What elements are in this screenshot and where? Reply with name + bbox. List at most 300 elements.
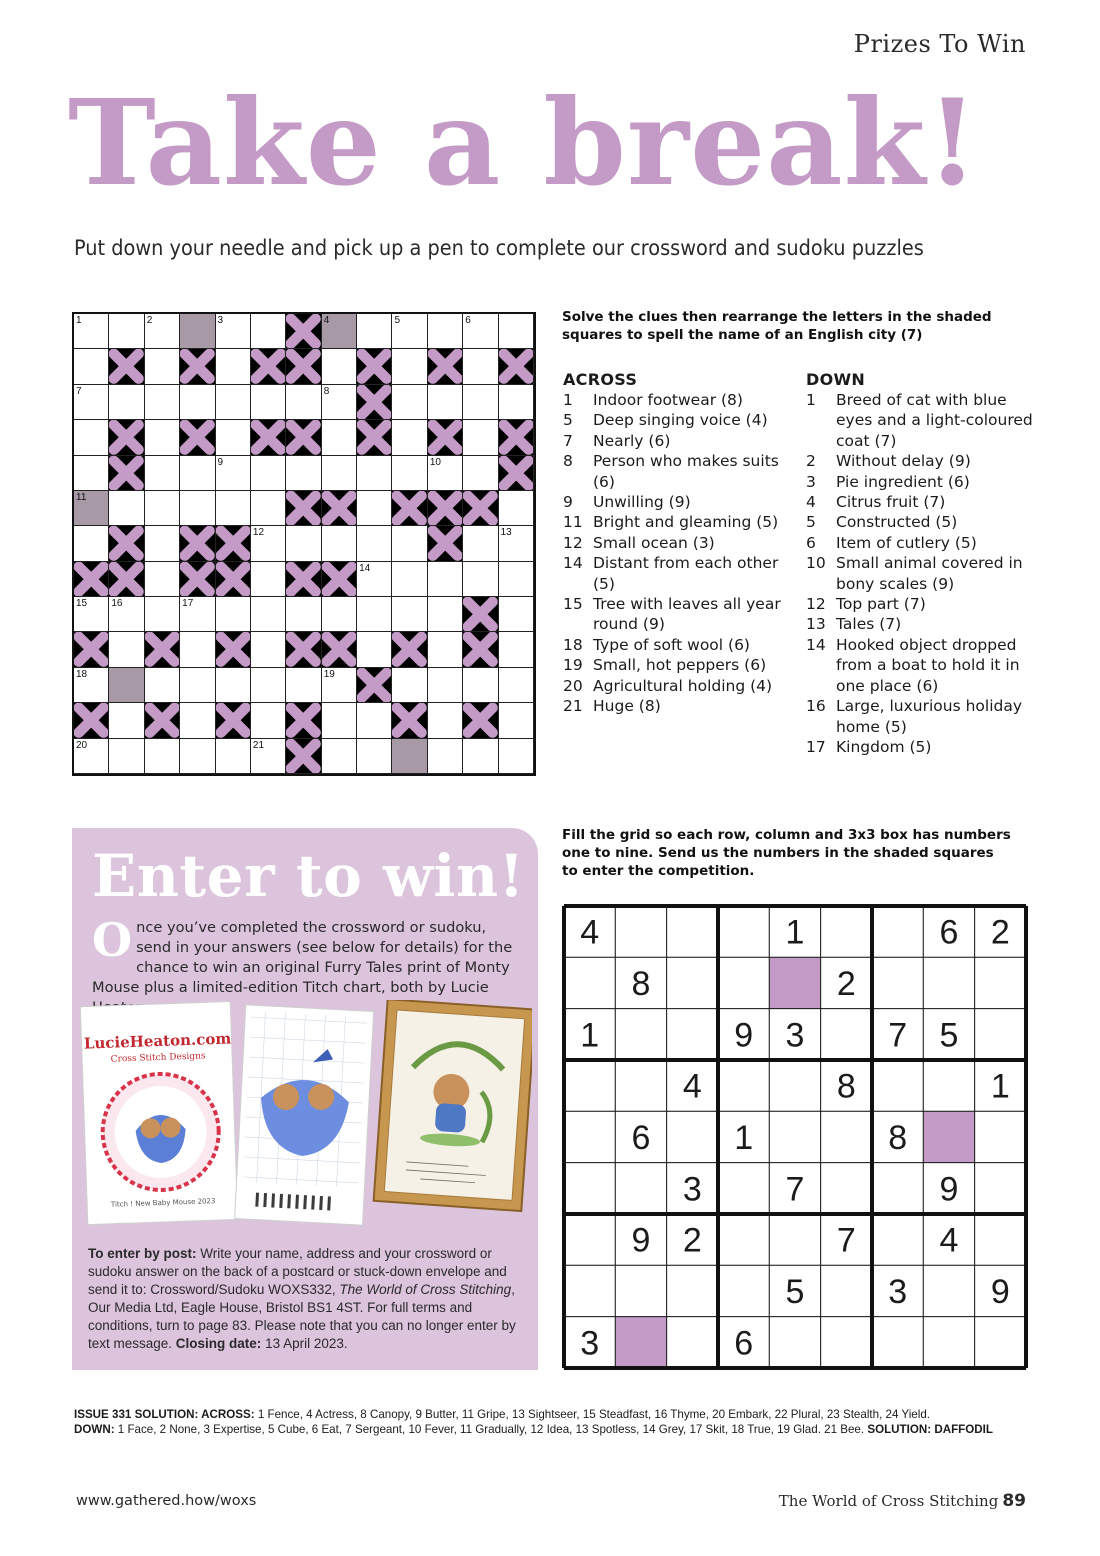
clue-number: 15 xyxy=(76,598,88,610)
sudoku-cell[interactable] xyxy=(821,906,872,957)
clue-num: 7 xyxy=(563,431,573,450)
crossword-cell[interactable] xyxy=(392,349,427,384)
crossword-cell[interactable] xyxy=(145,739,180,774)
clue-num: 5 xyxy=(563,411,573,430)
crossword-cell[interactable] xyxy=(286,526,321,561)
clue-number: 5 xyxy=(394,315,401,326)
clue-num: 9 xyxy=(563,493,573,512)
crossword-cell[interactable] xyxy=(286,385,321,420)
clue-num: 1 xyxy=(806,391,816,409)
sudoku-cell[interactable] xyxy=(821,1009,872,1060)
sudoku-cell[interactable] xyxy=(872,957,923,1008)
sudoku-cell[interactable] xyxy=(615,1163,666,1214)
sudoku-cell[interactable] xyxy=(718,1214,769,1265)
post-label: To enter by post: xyxy=(88,1246,197,1261)
sudoku-cell[interactable] xyxy=(769,1060,820,1111)
crossword-cell[interactable] xyxy=(463,456,498,491)
crossword-cell[interactable] xyxy=(145,668,180,703)
sudoku-cell[interactable] xyxy=(975,957,1026,1008)
entry-instructions xyxy=(88,1245,528,1353)
clue-num: 15 xyxy=(563,595,583,614)
crossword-cell[interactable] xyxy=(74,597,109,632)
clue-text: Tales (7) xyxy=(836,615,902,634)
clue-number: 16 xyxy=(111,598,123,610)
crossword-block xyxy=(463,703,498,738)
crossword-cell[interactable] xyxy=(428,456,463,491)
crossword-cell[interactable] xyxy=(463,385,498,420)
sudoku-cell[interactable] xyxy=(718,1060,769,1111)
crossword-block xyxy=(463,632,498,667)
clue-row xyxy=(806,512,1046,532)
crossword-block xyxy=(286,562,321,597)
sudoku-cell[interactable] xyxy=(821,1265,872,1316)
crossword-cell[interactable] xyxy=(74,420,109,455)
crossword-cell[interactable] xyxy=(322,668,357,703)
crossword-cell[interactable] xyxy=(251,314,286,349)
sudoku-cell[interactable] xyxy=(615,1060,666,1111)
crossword-cell[interactable] xyxy=(322,420,357,455)
clue-number: 1 xyxy=(76,315,82,326)
crossword-cell[interactable] xyxy=(145,420,180,455)
crossword-cell[interactable] xyxy=(428,562,463,597)
crossword-block xyxy=(286,349,321,384)
clue-text: Agricultural holding (4) xyxy=(593,676,773,695)
clue-num: 1 xyxy=(563,391,573,409)
crossword-cell[interactable] xyxy=(357,314,392,349)
crossword-cell[interactable] xyxy=(251,739,286,774)
sudoku-cell[interactable] xyxy=(975,1163,1026,1214)
crossword-cell[interactable] xyxy=(145,349,180,384)
sudoku-given: 6 xyxy=(734,1324,754,1363)
crossword-cell[interactable] xyxy=(74,349,109,384)
crossword-cell[interactable] xyxy=(392,668,427,703)
crossword-block xyxy=(428,349,463,384)
clue-num: 18 xyxy=(563,635,583,654)
crossword-cell[interactable] xyxy=(216,597,251,632)
chart-card-image xyxy=(80,1001,238,1224)
sudoku-shaded-cell[interactable] xyxy=(769,957,820,1008)
sudoku-given: 4 xyxy=(939,1221,959,1260)
clue-row xyxy=(806,451,1046,471)
clue-number: 3 xyxy=(217,315,224,326)
crossword-shaded-cell[interactable] xyxy=(392,739,427,774)
crossword-cell[interactable] xyxy=(180,456,215,491)
clue-number: 18 xyxy=(76,668,88,680)
crossword-cell[interactable] xyxy=(357,562,392,597)
sudoku-instructions: Fill the grid so each row, column and 3x3 box has numbers one to nine. Send us the numbers in the shaded squares to enter the competition. xyxy=(562,827,1011,879)
clue-row xyxy=(563,676,783,696)
crossword-cell[interactable] xyxy=(145,491,180,526)
clue-num: 20 xyxy=(563,676,583,695)
section-label: Prizes To Win xyxy=(853,30,1026,58)
crossword-cell[interactable] xyxy=(357,526,392,561)
sudoku-cell[interactable] xyxy=(718,1163,769,1214)
prize-images xyxy=(80,1000,532,1232)
clue-number: 4 xyxy=(323,315,330,326)
sudoku-cell[interactable] xyxy=(872,1163,923,1214)
crossword-block xyxy=(145,632,180,667)
solution-across: 1 Fence, 4 Actress, 8 Canopy, 9 Butter, 11 Gripe, 13 Sightseer, 15 Steadfast, 16 Thyme, 20 Embark, 22 Plural, 23 Stealth, 24 Yield. xyxy=(254,1408,930,1421)
down-clues xyxy=(806,370,1046,757)
clue-text: Small, hot peppers (6) xyxy=(593,656,767,675)
crossword-cell[interactable] xyxy=(463,562,498,597)
post-text: Write your name, address and your crossword or sudoku answer on the back of a postcard or stuck-down envelope and send it to: Crossword/Sudoku WOXS332, xyxy=(88,1246,507,1297)
crossword-cell[interactable] xyxy=(322,349,357,384)
crossword-cell[interactable] xyxy=(145,314,180,349)
crossword-cell[interactable] xyxy=(499,314,534,349)
crossword-cell[interactable] xyxy=(251,526,286,561)
clue-row xyxy=(806,390,1046,451)
clue-text: Pie ingredient (6) xyxy=(836,472,970,491)
crossword-cell[interactable] xyxy=(109,632,144,667)
clue-row xyxy=(563,594,783,635)
crossword-cell[interactable] xyxy=(357,632,392,667)
previous-solution xyxy=(74,1408,1034,1437)
crossword-cell[interactable] xyxy=(428,385,463,420)
sudoku-cell[interactable] xyxy=(667,1317,718,1368)
crossword-block xyxy=(180,349,215,384)
crossword-cell[interactable] xyxy=(322,597,357,632)
crossword-block xyxy=(357,420,392,455)
clue-row xyxy=(806,737,1046,757)
crossword-cell[interactable] xyxy=(286,456,321,491)
crossword-block xyxy=(428,526,463,561)
clue-text: Item of cutlery (5) xyxy=(836,533,977,552)
crossword-cell[interactable] xyxy=(322,456,357,491)
clue-num: 12 xyxy=(806,595,826,614)
crossword-cell[interactable] xyxy=(74,385,109,420)
drop-cap: O xyxy=(92,913,133,967)
crossword-cell[interactable] xyxy=(216,456,251,491)
sudoku-cell[interactable] xyxy=(923,1317,974,1368)
crossword-cell[interactable] xyxy=(74,668,109,703)
crossword-block xyxy=(499,349,534,384)
sudoku-cell[interactable] xyxy=(718,957,769,1008)
crossword-cell[interactable] xyxy=(251,562,286,597)
crossword-shaded-cell[interactable] xyxy=(180,314,215,349)
crossword-cell[interactable] xyxy=(463,526,498,561)
crossword-cell[interactable] xyxy=(286,668,321,703)
sudoku-cell[interactable] xyxy=(872,1060,923,1111)
sudoku-cell[interactable] xyxy=(975,1009,1026,1060)
clue-number: 21 xyxy=(252,739,265,751)
crossword-grid xyxy=(72,312,536,776)
crossword-cell[interactable] xyxy=(251,456,286,491)
crossword-cell[interactable] xyxy=(109,491,144,526)
crossword-cell[interactable] xyxy=(216,349,251,384)
clue-num: 6 xyxy=(806,533,816,552)
chart-logo-sub: Cross Stitch Designs xyxy=(110,1051,206,1065)
crossword-cell[interactable] xyxy=(145,562,180,597)
crossword-cell[interactable] xyxy=(145,385,180,420)
crossword-cell[interactable] xyxy=(428,597,463,632)
sudoku-shaded-cell[interactable] xyxy=(615,1317,666,1368)
crossword-cell[interactable] xyxy=(322,385,357,420)
crossword-cell[interactable] xyxy=(499,597,534,632)
crossword-cell[interactable] xyxy=(180,597,215,632)
closing-date: 13 April 2023. xyxy=(261,1336,348,1351)
footer-url: www.gathered.how/woxs xyxy=(76,1493,257,1509)
crossword-block xyxy=(286,314,321,349)
sudoku-cell[interactable] xyxy=(615,906,666,957)
crossword-cell[interactable] xyxy=(251,597,286,632)
crossword-block xyxy=(216,703,251,738)
sudoku-given: 3 xyxy=(888,1273,908,1311)
crossword-block xyxy=(109,526,144,561)
crossword-cell[interactable] xyxy=(109,314,144,349)
sudoku-cell[interactable] xyxy=(667,906,718,957)
crossword-instructions: Solve the clues then rearrange the letters in the shaded squares to spell the name of an English city (7) xyxy=(562,309,992,343)
clue-text: Kingdom (5) xyxy=(836,737,932,756)
clue-num: 21 xyxy=(563,697,583,716)
crossword-cell[interactable] xyxy=(499,632,534,667)
sudoku-given: 2 xyxy=(682,1221,702,1260)
crossword-cell[interactable] xyxy=(251,703,286,738)
sudoku-given: 7 xyxy=(888,1016,908,1055)
crossword-cell[interactable] xyxy=(357,491,392,526)
crossword-cell[interactable] xyxy=(180,668,215,703)
sudoku-given: 7 xyxy=(785,1170,805,1209)
post-note: Please note that you can no longer enter by text message. xyxy=(88,1318,516,1351)
clue-number: 17 xyxy=(182,598,194,610)
crossword-cell[interactable] xyxy=(322,526,357,561)
crossword-cell[interactable] xyxy=(216,314,251,349)
sudoku-cell[interactable] xyxy=(564,1111,615,1162)
clue-text: Top part (7) xyxy=(836,595,926,614)
sudoku-given: 1 xyxy=(785,913,805,952)
crossword-cell[interactable] xyxy=(216,668,251,703)
sudoku-shaded-cell[interactable] xyxy=(923,1111,974,1162)
page-number: 89 xyxy=(1002,1491,1026,1511)
crossword-cell[interactable] xyxy=(463,349,498,384)
crossword-cell[interactable] xyxy=(463,739,498,774)
sudoku-given: 8 xyxy=(631,965,651,1003)
crossword-cell[interactable] xyxy=(216,420,251,455)
crossword-cell[interactable] xyxy=(392,385,427,420)
clue-row xyxy=(563,410,783,430)
crossword-cell[interactable] xyxy=(499,668,534,703)
sudoku-cell[interactable] xyxy=(872,906,923,957)
crossword-cell[interactable] xyxy=(357,597,392,632)
crossword-cell[interactable] xyxy=(216,385,251,420)
clue-num: 17 xyxy=(806,737,826,756)
crossword-block xyxy=(392,703,427,738)
crossword-cell[interactable] xyxy=(499,491,534,526)
sudoku-cell[interactable] xyxy=(667,1009,718,1060)
crossword-block xyxy=(216,632,251,667)
page-title: Take a break! xyxy=(68,73,980,212)
crossword-cell[interactable] xyxy=(357,739,392,774)
crossword-cell[interactable] xyxy=(392,562,427,597)
clue-number: 2 xyxy=(146,315,153,326)
sudoku-cell[interactable] xyxy=(667,1265,718,1316)
crossword-cell[interactable] xyxy=(109,739,144,774)
crossword-cell[interactable] xyxy=(286,597,321,632)
crossword-cell[interactable] xyxy=(109,703,144,738)
crossword-cell[interactable] xyxy=(251,632,286,667)
crossword-cell[interactable] xyxy=(180,739,215,774)
sudoku-cell[interactable] xyxy=(821,1163,872,1214)
sudoku-cell[interactable] xyxy=(564,1214,615,1265)
sudoku-cell[interactable] xyxy=(615,1265,666,1316)
sudoku-cell[interactable] xyxy=(821,1317,872,1368)
sudoku-cell[interactable] xyxy=(667,1111,718,1162)
crossword-cell[interactable] xyxy=(74,456,109,491)
sudoku-cell[interactable] xyxy=(821,1111,872,1162)
sudoku-cell[interactable] xyxy=(667,957,718,1008)
crossword-cell[interactable] xyxy=(392,526,427,561)
crossword-cell[interactable] xyxy=(251,385,286,420)
sudoku-cell[interactable] xyxy=(564,1163,615,1214)
crossword-cell[interactable] xyxy=(109,385,144,420)
crossword-cell[interactable] xyxy=(357,703,392,738)
sudoku-cell[interactable] xyxy=(975,1111,1026,1162)
crossword-cell[interactable] xyxy=(499,562,534,597)
sudoku-given: 2 xyxy=(990,913,1010,952)
crossword-cell[interactable] xyxy=(428,314,463,349)
clue-text: Large, luxurious holiday home (5) xyxy=(836,697,1023,736)
crossword-shaded-cell[interactable] xyxy=(322,314,357,349)
crossword-cell[interactable] xyxy=(357,456,392,491)
sudoku-cell[interactable] xyxy=(564,957,615,1008)
crossword-cell[interactable] xyxy=(74,739,109,774)
crossword-block xyxy=(74,703,109,738)
crossword-block xyxy=(499,456,534,491)
crossword-block xyxy=(109,420,144,455)
crossword-cell[interactable] xyxy=(251,491,286,526)
clue-row xyxy=(563,635,783,655)
crossword-cell[interactable] xyxy=(145,456,180,491)
crossword-cell[interactable] xyxy=(216,739,251,774)
crossword-cell[interactable] xyxy=(428,668,463,703)
crossword-cell[interactable] xyxy=(499,385,534,420)
sudoku-given: 1 xyxy=(990,1067,1010,1106)
sudoku-given: 6 xyxy=(939,913,959,952)
sudoku-given: 3 xyxy=(580,1324,600,1363)
crossword-block xyxy=(109,349,144,384)
crossword-block xyxy=(392,632,427,667)
sudoku-cell[interactable] xyxy=(564,1265,615,1316)
crossword-cell[interactable] xyxy=(180,385,215,420)
chart-logo: LucieHeaton.com xyxy=(83,1029,232,1053)
crossword-block xyxy=(216,562,251,597)
crossword-cell[interactable] xyxy=(499,739,534,774)
crossword-shaded-cell[interactable] xyxy=(109,668,144,703)
clue-num: 8 xyxy=(563,452,573,471)
clue-row xyxy=(563,451,783,492)
crossword-block xyxy=(357,385,392,420)
crossword-cell[interactable] xyxy=(180,491,215,526)
sudoku-cell[interactable] xyxy=(718,906,769,957)
solution-word: DAFFODIL xyxy=(934,1422,993,1436)
sudoku-given: 3 xyxy=(785,1016,805,1055)
crossword-cell[interactable] xyxy=(499,526,534,561)
crossword-block xyxy=(392,491,427,526)
crossword-cell[interactable] xyxy=(463,420,498,455)
crossword-cell[interactable] xyxy=(392,456,427,491)
sudoku-given: 2 xyxy=(836,965,856,1003)
sudoku-cell[interactable] xyxy=(975,1214,1026,1265)
crossword-block xyxy=(286,420,321,455)
crossword-cell[interactable] xyxy=(109,597,144,632)
crossword-cell[interactable] xyxy=(251,668,286,703)
crossword-cell[interactable] xyxy=(216,491,251,526)
clue-number: 9 xyxy=(217,456,224,468)
sudoku-cell[interactable] xyxy=(923,1060,974,1111)
clue-num: 16 xyxy=(806,697,826,716)
clue-text: Deep singing voice (4) xyxy=(593,411,768,430)
sudoku-cell[interactable] xyxy=(872,1214,923,1265)
sudoku-given: 1 xyxy=(734,1119,754,1157)
crossword-cell[interactable] xyxy=(180,703,215,738)
sudoku-given: 9 xyxy=(990,1273,1010,1311)
crossword-cell[interactable] xyxy=(392,597,427,632)
crossword-block xyxy=(322,632,357,667)
sudoku-cell[interactable] xyxy=(872,1317,923,1368)
clue-number: 7 xyxy=(76,385,82,397)
clue-number: 12 xyxy=(252,527,265,539)
crossword-cell[interactable] xyxy=(428,739,463,774)
crossword-cell[interactable] xyxy=(145,597,180,632)
sudoku-grid xyxy=(562,904,1028,1370)
sudoku-cell[interactable] xyxy=(615,1009,666,1060)
crossword-cell[interactable] xyxy=(428,703,463,738)
clue-number: 11 xyxy=(76,491,87,503)
clue-row xyxy=(563,696,783,716)
crossword-cell[interactable] xyxy=(499,703,534,738)
crossword-block xyxy=(357,349,392,384)
sudoku-cell[interactable] xyxy=(923,1265,974,1316)
clue-row xyxy=(806,696,1046,737)
crossword-cell[interactable] xyxy=(322,703,357,738)
sudoku-cell[interactable] xyxy=(718,1265,769,1316)
crossword-block xyxy=(109,456,144,491)
clue-row xyxy=(563,431,783,451)
clue-num: 11 xyxy=(563,513,583,532)
sudoku-cell[interactable] xyxy=(564,1060,615,1111)
post-text-2: , Our Media Ltd, Eagle House, Bristol BS1 4ST. For full terms and conditions, turn to page 83. xyxy=(88,1282,515,1333)
clue-text: Bright and gleaming (5) xyxy=(593,513,779,532)
clue-num: 2 xyxy=(806,452,816,471)
clue-text: Huge (8) xyxy=(593,697,661,716)
clue-text: Person who makes suits (6) xyxy=(593,452,779,491)
crossword-cell[interactable] xyxy=(322,739,357,774)
closing-label: Closing date: xyxy=(172,1336,262,1351)
crossword-cell[interactable] xyxy=(463,314,498,349)
crossword-cell[interactable] xyxy=(463,668,498,703)
clue-num: 12 xyxy=(563,533,583,552)
crossword-cell[interactable] xyxy=(74,526,109,561)
sudoku-cell[interactable] xyxy=(769,1111,820,1162)
crossword-block xyxy=(74,562,109,597)
crossword-shaded-cell[interactable] xyxy=(74,491,109,526)
crossword-cell[interactable] xyxy=(392,314,427,349)
sudoku-cell[interactable] xyxy=(923,957,974,1008)
crossword-cell[interactable] xyxy=(180,632,215,667)
crossword-cell[interactable] xyxy=(74,314,109,349)
across-heading: ACROSS xyxy=(563,370,638,389)
crossword-cell[interactable] xyxy=(392,420,427,455)
crossword-cell[interactable] xyxy=(428,632,463,667)
clue-row xyxy=(563,533,783,553)
crossword-block xyxy=(251,349,286,384)
sudoku-cell[interactable] xyxy=(769,1317,820,1368)
sudoku-cell[interactable] xyxy=(975,1317,1026,1368)
sudoku-cell[interactable] xyxy=(769,1214,820,1265)
crossword-cell[interactable] xyxy=(145,526,180,561)
sudoku-given: 3 xyxy=(682,1170,702,1209)
sudoku-given: 8 xyxy=(836,1067,856,1106)
